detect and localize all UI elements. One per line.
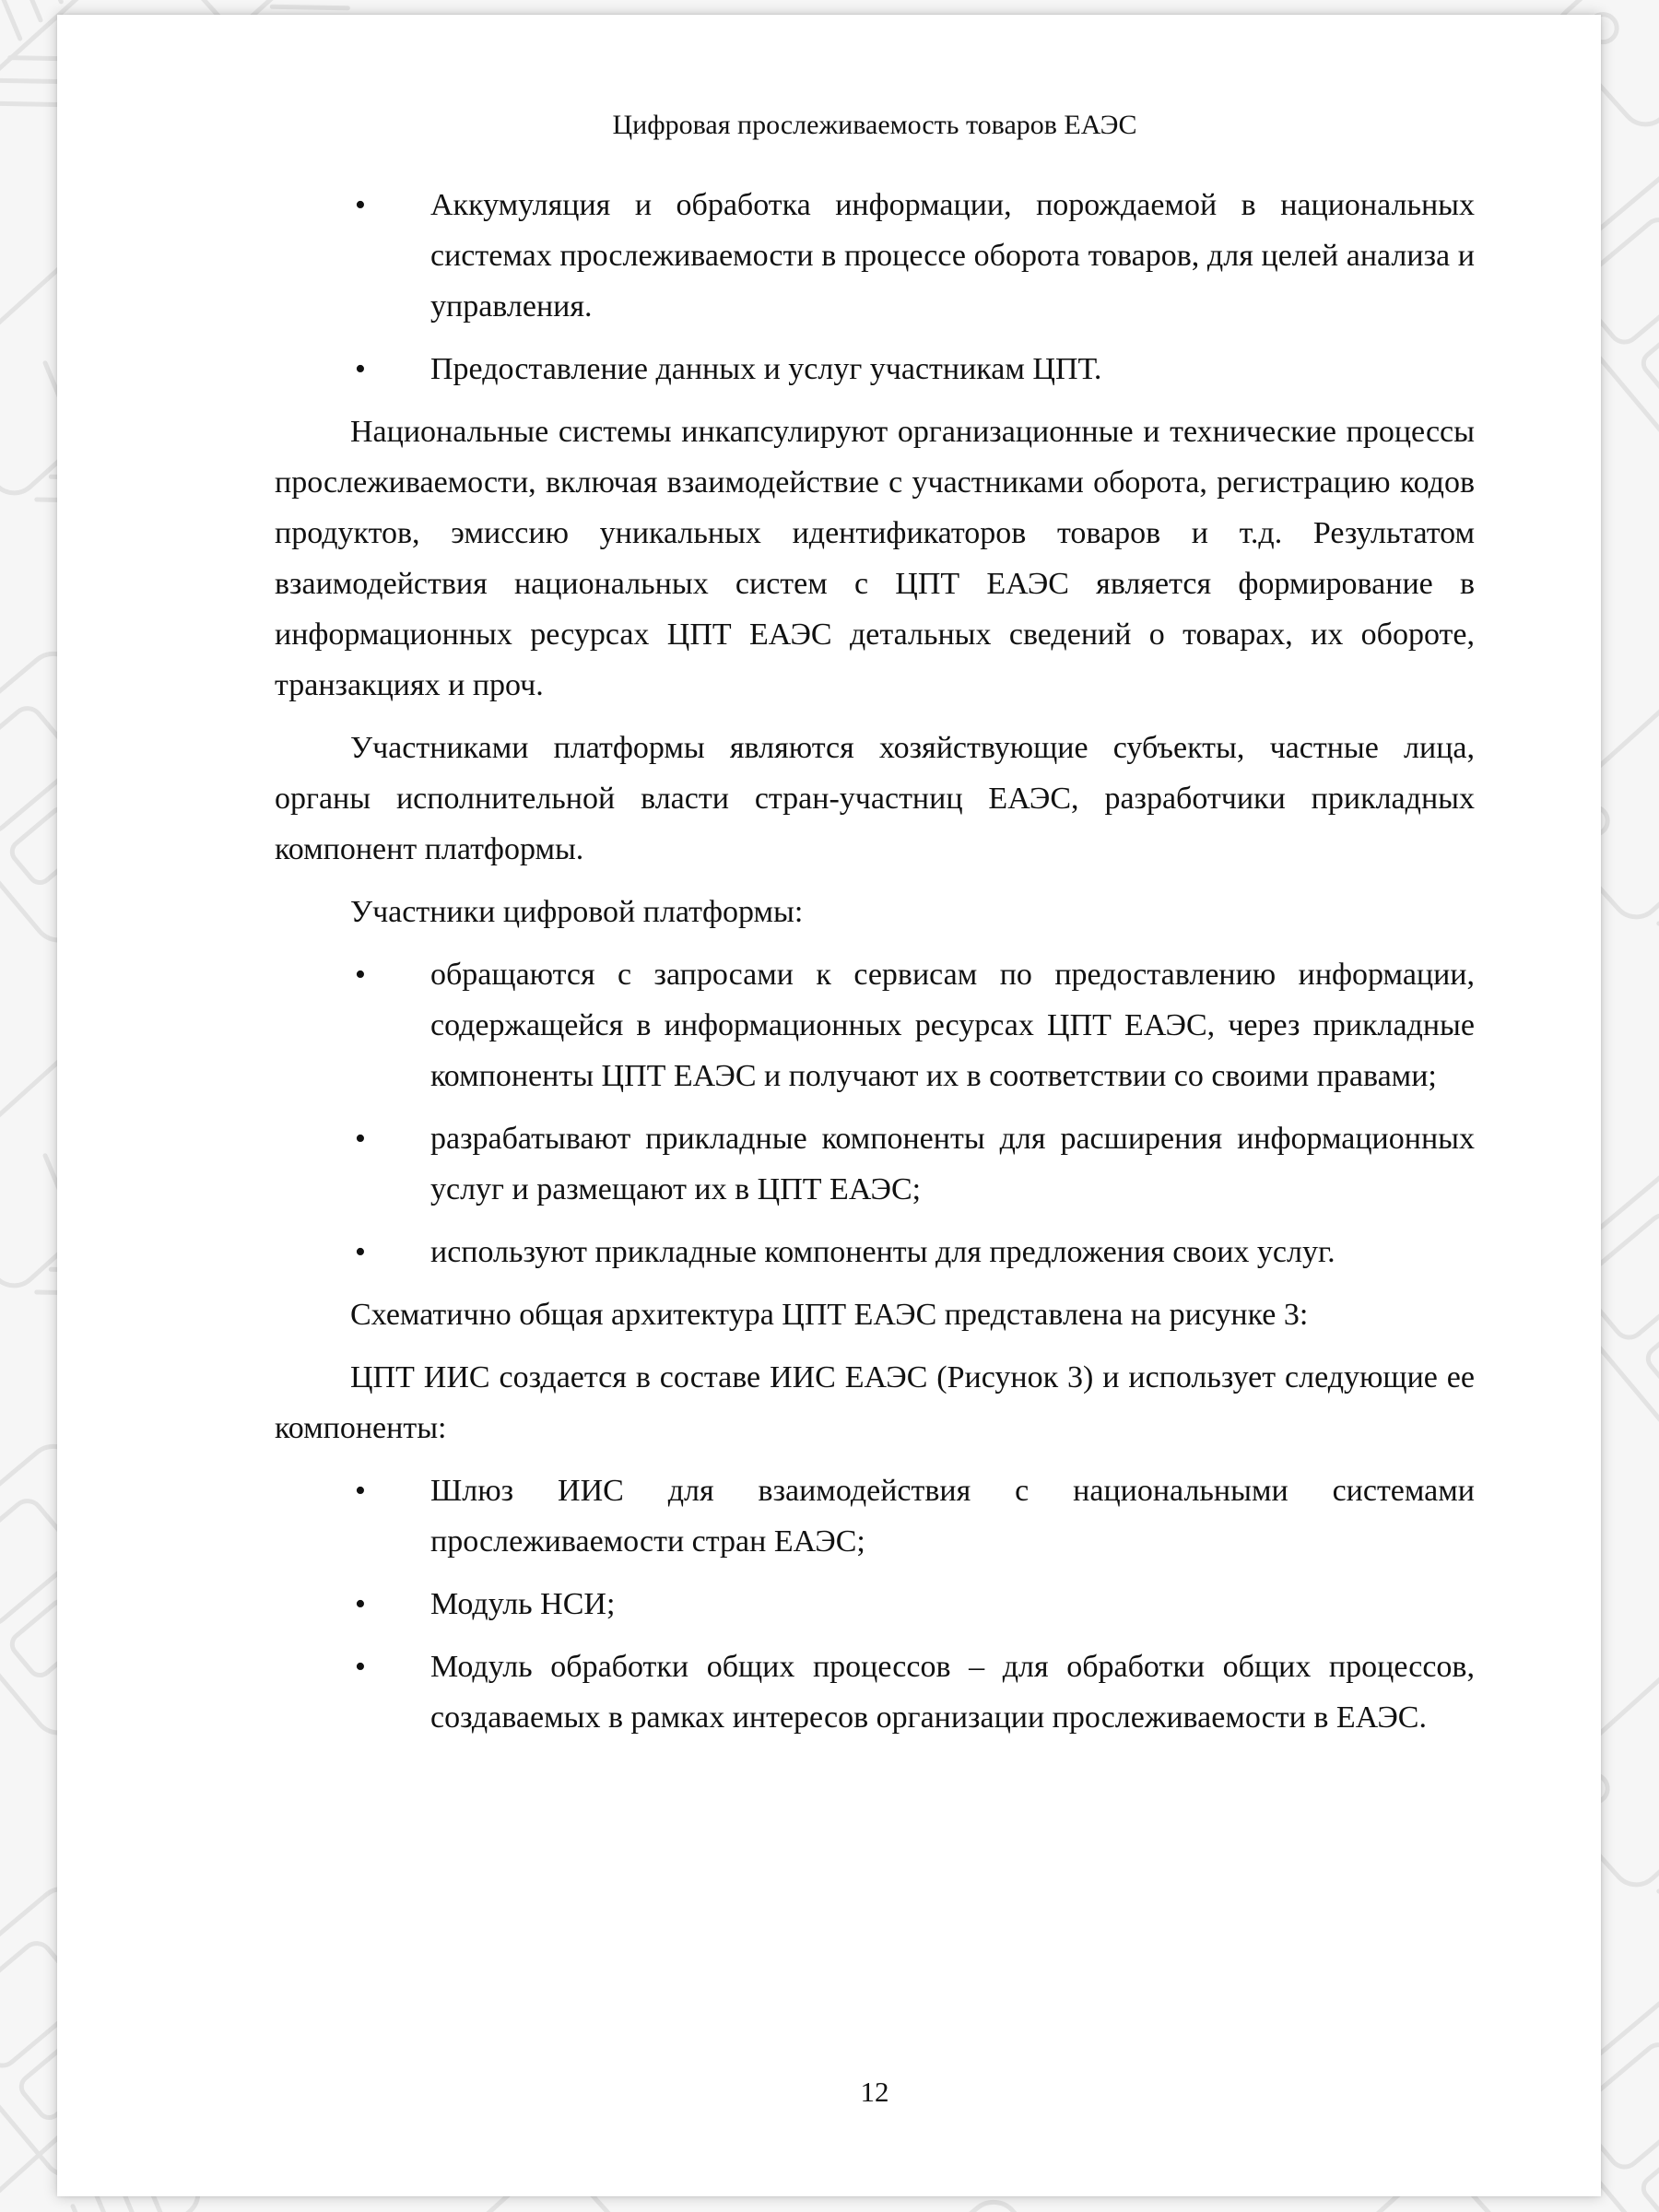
- paragraph: Участниками платформы являются хозяйствующие субъекты, частные лица, органы исполнительной власти стран-участниц ЕАЭС, разработчики прикладных компонент платформы.: [275, 731, 1475, 866]
- page-header: Цифровая прослеживаемость товаров ЕАЭС: [612, 110, 1137, 140]
- bullet-text: используют прикладные компоненты для предложения своих услуг.: [430, 1235, 1335, 1269]
- bullet-text: разрабатывают прикладные компоненты для расширения информационных услуг и размещают их в ЦПТ ЕАЭС;: [430, 1122, 1475, 1206]
- bullet-item: [275, 1113, 1475, 1215]
- paragraph: Национальные системы инкапсулируют организационные и технические процессы прослеживаемости, включая взаимодействие с участниками оборота, регистрацию кодов продуктов, эмиссию уникальных идентификаторов товаров и т.д. Результатом взаимодействия национальных систем с ЦПТ ЕАЭС является формирование в информационных ресурсах ЦПТ ЕАЭС детальных сведений о товарах, их обороте, транзакциях и проч.: [275, 415, 1475, 702]
- document-content: [275, 180, 1475, 1755]
- bullet-marker: •: [355, 1235, 366, 1269]
- paragraph: Участники цифровой платформы:: [350, 895, 804, 929]
- bullet-text: обращаются с запросами к сервисам по предоставлению информации, содержащейся в информационных ресурсах ЦПТ ЕАЭС, через прикладные компоненты ЦПТ ЕАЭС и получают их в соответствии со своими правами;: [430, 958, 1475, 1093]
- bullet-text: Предоставление данных и услуг участникам ЦПТ.: [430, 352, 1102, 386]
- bullet-marker: •: [355, 958, 366, 992]
- bullet-marker: •: [355, 1650, 366, 1684]
- document-page: [57, 15, 1601, 2196]
- bullet-item: [275, 949, 1475, 1101]
- paragraph: ЦПТ ИИС создается в составе ИИС ЕАЭС (Рисунок 3) и использует следующие ее компоненты:: [275, 1360, 1475, 1445]
- bullet-marker: •: [355, 1122, 366, 1156]
- bullet-item: [275, 344, 1475, 394]
- bullet-marker: •: [355, 188, 366, 222]
- bullet-marker: •: [355, 1587, 366, 1621]
- page-number: 12: [860, 2076, 889, 2108]
- bullet-text: Аккумуляция и обработка информации, порождаемой в национальных системах прослеживаемости в процессе оборота товаров, для целей анализа и управления.: [430, 188, 1475, 324]
- bullet-item: [275, 1579, 1475, 1630]
- bullet-text: Шлюз ИИС для взаимодействия с национальными системами прослеживаемости стран ЕАЭС;: [430, 1474, 1475, 1559]
- bullet-item: [275, 1227, 1475, 1277]
- bullet-text: Модуль НСИ;: [430, 1587, 616, 1621]
- bullet-item: [275, 1641, 1475, 1743]
- bullet-text: Модуль обработки общих процессов – для обработки общих процессов, создаваемых в рамках интересов организации прослеживаемости в ЕАЭС.: [430, 1650, 1475, 1735]
- paragraph: Схематично общая архитектура ЦПТ ЕАЭС представлена на рисунке 3:: [350, 1298, 1309, 1332]
- bullet-item: [275, 1465, 1475, 1567]
- bullet-item: [275, 180, 1475, 332]
- bullet-marker: •: [355, 352, 366, 386]
- bullet-marker: •: [355, 1474, 366, 1508]
